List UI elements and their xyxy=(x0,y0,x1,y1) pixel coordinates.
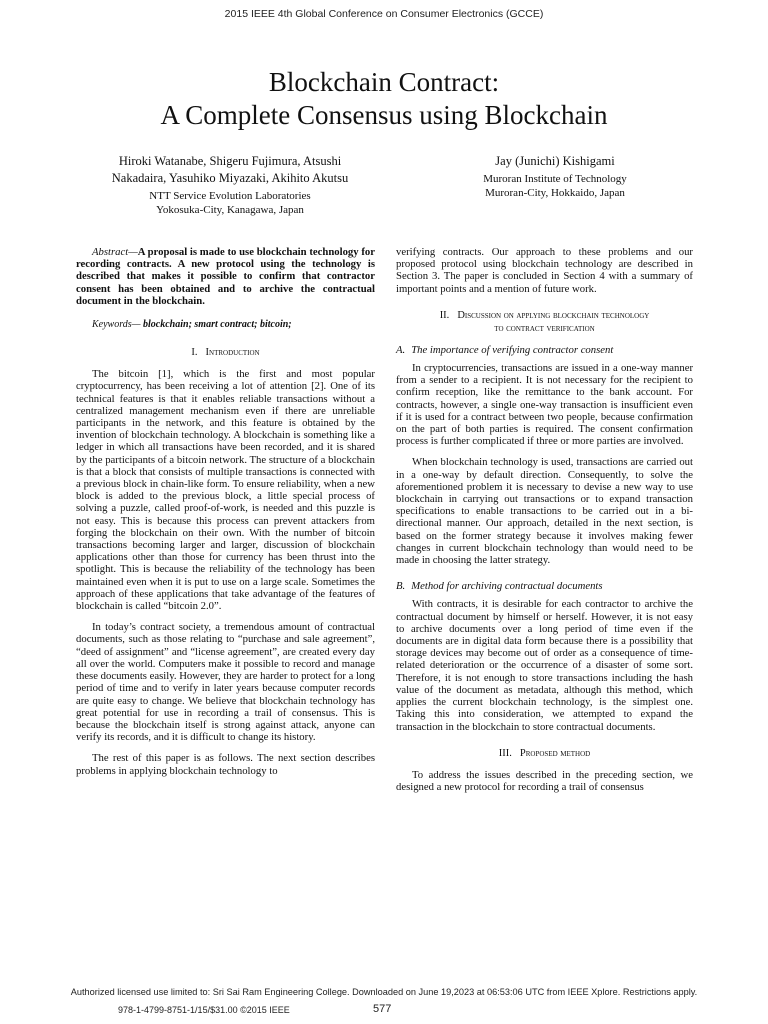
left-column xyxy=(76,246,375,786)
author-block-left xyxy=(60,153,400,217)
author-block-right xyxy=(410,153,700,200)
keywords-text: blockchain; smart contract; bitcoin; xyxy=(140,319,292,331)
author-names-right: Jay (Junichi) Kishigami xyxy=(495,154,615,168)
conference-header: 2015 IEEE 4th Global Conference on Consumer Electronics (GCCE) xyxy=(224,8,544,20)
section-title: Proposed method xyxy=(519,747,591,759)
section-heading-introduction xyxy=(76,346,375,359)
abstract-text: A proposal is made to use blockchain technology for recording contracts. A new protocol using the technology is described that makes it possible to confirm that contractor consent has been obtained and to archive the contractual document in the blockchain. xyxy=(76,246,375,307)
abstract-lead: Abstract— xyxy=(92,246,138,258)
title-line-2: A Complete Consensus using Blockchain xyxy=(160,100,608,130)
abstract xyxy=(76,246,375,307)
section-b-paragraph-1: With contracts, it is desirable for each contractor to archive the contractual document by himself or herself. However, it is not easy to archive documents over a long period of time even if the documents are in digital data form because there is a possibility that storage devices may become out of order as a consequence of time-related deterioration or the occurrence of a disaster of some sort. Therefore, it is not enough to store transactions including the hash value of the document as metadata, although this method, which applies the current blockchain technology, is the simplest one. Taking this into consideration, we attempted to expand the transaction in the blockchain to store contractual documents. xyxy=(396,598,693,733)
intro-paragraph-3: The rest of this paper is as follows. The next section describes problems in applying blockchain technology to xyxy=(76,752,375,777)
author-names-line-1: Hiroki Watanabe, Shigeru Fujimura, Atsushi xyxy=(118,154,342,168)
isbn-copyright: 978-1-4799-8751-1/15/$31.00 ©2015 IEEE xyxy=(118,1005,290,1015)
section-heading-line-1 xyxy=(396,309,693,322)
author-names-line-2: Nakadaira, Yasuhiko Miyazaki, Akihito Akutsu xyxy=(111,171,349,185)
subsection-heading-a xyxy=(396,344,693,356)
subsection-heading-b xyxy=(396,580,693,592)
section-a-paragraph-1: In cryptocurrencies, transactions are issued in a one-way manner from a sender to a recipient. It is not necessary for the recipient to confirm reception, like the remittance to the bank account. For contracts, however, a single one-way transaction is insufficient even if it is used for a contract between two people, because confirmation on the part of both parties is required. The consent confirmation process is further complicated if three or more parties are involved. xyxy=(396,362,693,448)
keywords xyxy=(76,319,375,331)
author-affiliation-line-2: Yokosuka-City, Kanagawa, Japan xyxy=(156,204,304,216)
subsection-title: The importance of verifying contractor consent xyxy=(411,343,614,356)
page-number: 577 xyxy=(373,1003,392,1015)
author-affiliation-right-line-1: Muroran Institute of Technology xyxy=(483,173,627,185)
section-3-paragraph-1: To address the issues described in the preceding section, we designed a new protocol for recording a trail of consensus xyxy=(396,768,693,793)
paper-title xyxy=(0,66,768,132)
intro-paragraph-3-continued: verifying contracts. Our approach to these problems and our proposed protocol using blockchain technology are described in Section 3. The paper is concluded in Section 4 with a summary of important points and a mention of future work. xyxy=(396,246,693,295)
section-number: II. xyxy=(439,309,450,321)
author-affiliation-right-line-2: Muroran-City, Hokkaido, Japan xyxy=(485,187,625,199)
section-a-paragraph-2: When blockchain technology is used, transactions are carried out in a one-way by default direction. Consequently, to solve the aforementioned problem it is necessary to devise a new way to use blockchain in carrying out transactions or to expand transaction specifications to enable transactions to be carried out in a bi-directional manner. Our approach, detailed in the next section, is based on the former strategy because it involves making fewer changes in current blockchain technology than would need to be made in choosing the latter strategy. xyxy=(396,456,693,567)
title-line-1: Blockchain Contract: xyxy=(268,67,500,97)
section-title-line-1: Discussion on applying blockchain technology xyxy=(457,309,650,321)
subsection-title: Method for archiving contractual documents xyxy=(411,580,603,593)
section-number: I. xyxy=(191,347,198,359)
authorized-use-notice: Authorized licensed use limited to: Sri Sai Ram Engineering College. Downloaded on June 19,2023 at 06:53:06 UTC from IEEE Xplore. Restrictions apply. xyxy=(70,987,698,997)
subsection-letter: B. xyxy=(396,580,406,593)
section-number: III. xyxy=(498,747,512,759)
section-title-line-2: to contract verification xyxy=(494,322,595,334)
keywords-lead: Keywords— xyxy=(92,319,141,331)
author-affiliation-line-1: NTT Service Evolution Laboratories xyxy=(149,190,311,202)
section-heading-discussion xyxy=(396,309,693,335)
section-heading-proposed-method xyxy=(396,747,693,760)
section-title: Introduction xyxy=(205,347,260,359)
intro-paragraph-2: In today’s contract society, a tremendous amount of contractual documents, such as those relating to “purchase and sale agreement”, “deed of assignment” and “license agreement”, are created every day all over the world. Computers make it possible to record and manage these documents easily. However, they are harder to protect for a long period of time and to verify in later years because computer records are quite easy to change. We believe that blockchain technology has great potential for use in recording a trail of consensus. This is because the blockchain itself is strong against attack, anyone can verify its records, and it is difficult to change its history. xyxy=(76,621,375,744)
right-column xyxy=(396,246,693,802)
subsection-letter: A. xyxy=(396,343,406,356)
intro-paragraph-1: The bitcoin [1], which is the first and most popular cryptocurrency, has been receiving a lot of attention [2]. One of its technical features is that it enables reliable transactions without a centralized management mechanism even if there are unreliable participants in the network, and this feature is obtained by the invention of blockchain technology. A blockchain is something like a ledger in which all transactions have been recorded, and it is shared by the participants of a bitcoin network. The structure of a blockchain is that a block that consists of multiple transactions is connected with a previous block in chain-like form. To ensure reliability, when a new block is added to the previous block, a little special process of solving a puzzle, called proof-of-work, is needed and this puzzle is not easy. This is because this process can prevent attackers from forging the blockchain on their own. With the number of bitcoin transactions becoming larger and larger, discussion of blockchain applications other than those for currency has been thrust into the spotlight. This is because the reliability of the technology has been maintained even when it is put to use on a large scale. Sometimes the approach of these applications that take advantage of the features of blockchain is called “bitcoin 2.0”. xyxy=(76,368,375,613)
